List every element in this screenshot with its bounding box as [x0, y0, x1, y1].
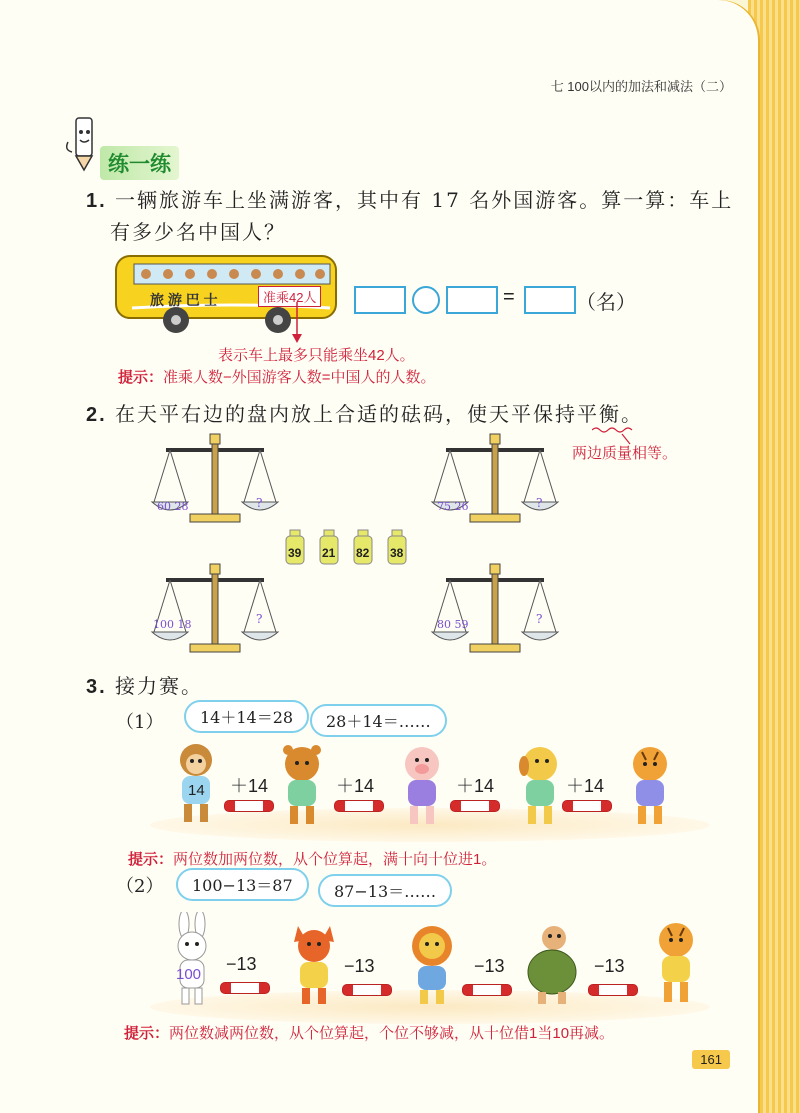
- bear-icon: [272, 744, 332, 828]
- weight-1[interactable]: 39: [288, 546, 302, 560]
- q1-text: 一辆旅游车上坐满游客，其中有 17 名外国游客。算一算：车上: [115, 188, 734, 212]
- scale-1-left: 60 28: [157, 500, 189, 513]
- scale-2-right: ?: [536, 496, 543, 510]
- chapter-header: 七 100以内的加法和减法（二）: [550, 79, 732, 94]
- page-number: 161: [692, 1050, 730, 1069]
- thought-bubble-4: 87−13＝……: [318, 874, 452, 907]
- rabbit-icon: [162, 912, 222, 1008]
- part1-hint: [128, 848, 496, 869]
- answer-box-3[interactable]: [524, 286, 576, 314]
- balance-scale-2: [430, 428, 560, 528]
- balance-note: 两边质量相等。: [572, 445, 678, 462]
- part2-hint: [124, 1022, 614, 1043]
- weight-3[interactable]: 82: [356, 546, 370, 560]
- baton-2-1: [220, 982, 270, 994]
- q1-number: 1.: [86, 190, 107, 212]
- scale-4-left: 80 59: [437, 618, 469, 631]
- q1-line1: [86, 184, 733, 213]
- tiger-icon-2: [646, 912, 706, 1008]
- equals-sign: =: [503, 286, 515, 308]
- q2-text: 在天平右边的盘内放上合适的砝码，使天平保持平衡。: [115, 402, 644, 426]
- baton-2-3: [462, 984, 512, 996]
- thought-bubble-3: 100−13＝87: [176, 868, 309, 901]
- baton-2-2: [342, 984, 392, 996]
- relay-step-2-2: −13: [344, 956, 375, 976]
- relay-step-2-3: −13: [474, 956, 505, 976]
- weight-2[interactable]: 21: [322, 546, 336, 560]
- baton-1-2: [334, 800, 384, 812]
- capacity-note: 表示车上最多只能乘坐42人。: [218, 347, 415, 364]
- baton-1-4: [562, 800, 612, 812]
- balance-scale-3: [150, 558, 280, 658]
- fox-icon: [284, 922, 344, 1008]
- relay-step-1-3: ＋14: [456, 776, 495, 796]
- q3-number: 3.: [86, 676, 107, 698]
- part1-label: （1）: [116, 712, 164, 733]
- turtle-icon: [520, 922, 584, 1008]
- q1-line2: 有多少名中国人？: [110, 220, 286, 244]
- unit-label: （名）: [576, 292, 636, 314]
- relay-start-1: 14: [188, 782, 205, 799]
- relay-step-2-4: −13: [594, 956, 625, 976]
- part2-label: （2）: [116, 876, 164, 897]
- baton-1-1: [224, 800, 274, 812]
- hint-key: 提示：: [118, 369, 164, 386]
- baton-1-3: [450, 800, 500, 812]
- scale-3-right: ?: [256, 612, 263, 626]
- tiger-icon: [620, 744, 680, 828]
- answer-box-1[interactable]: [354, 286, 406, 314]
- relay-step-1-2: ＋14: [336, 776, 375, 796]
- hint-text: 两位数加两位数，从个位算起，满十向十位进1。: [173, 851, 497, 868]
- relay-step-2-1: −13: [226, 954, 257, 974]
- q3-text: 接力赛。: [115, 674, 204, 698]
- q3-line: [86, 670, 203, 699]
- relay-step-1-1: ＋14: [230, 776, 269, 796]
- scale-4-right: ?: [536, 612, 543, 626]
- hint-text: 准乘人数−外国游客人数=中国人的人数。: [163, 369, 436, 386]
- lion-icon: [402, 922, 462, 1008]
- q2-number: 2.: [86, 404, 107, 426]
- relay-step-1-4: ＋14: [566, 776, 605, 796]
- arrow-down-icon: [290, 302, 304, 344]
- dog-icon: [510, 744, 570, 828]
- balance-scale-4: [430, 558, 560, 658]
- scale-3-left: 100 18: [153, 618, 192, 631]
- hint-key: 提示：: [124, 1025, 170, 1042]
- thought-bubble-1: 14＋14＝28: [184, 700, 309, 733]
- pig-icon: [392, 744, 452, 828]
- hint-key: 提示：: [128, 851, 174, 868]
- scale-1-right: ?: [256, 496, 263, 510]
- balance-scale-1: [150, 428, 280, 528]
- q1-hint: [118, 366, 436, 387]
- weight-4[interactable]: 38: [390, 546, 404, 560]
- operator-circle[interactable]: [412, 286, 440, 314]
- scale-2-left: 75 26: [437, 500, 469, 513]
- baton-2-4: [588, 984, 638, 996]
- section-title: 练一练: [100, 146, 179, 180]
- bus-label: 旅 游 巴 士: [150, 292, 218, 308]
- q2-line: [86, 398, 643, 427]
- relay-start-2: 100: [176, 966, 202, 983]
- hint-text: 两位数减两位数，从个位算起，个位不够减，从十位借1当10再减。: [169, 1025, 615, 1042]
- thought-bubble-2: 28＋14＝……: [310, 704, 447, 737]
- bus-capacity-sign: 准乘42人: [258, 286, 321, 307]
- answer-box-2[interactable]: [446, 286, 498, 314]
